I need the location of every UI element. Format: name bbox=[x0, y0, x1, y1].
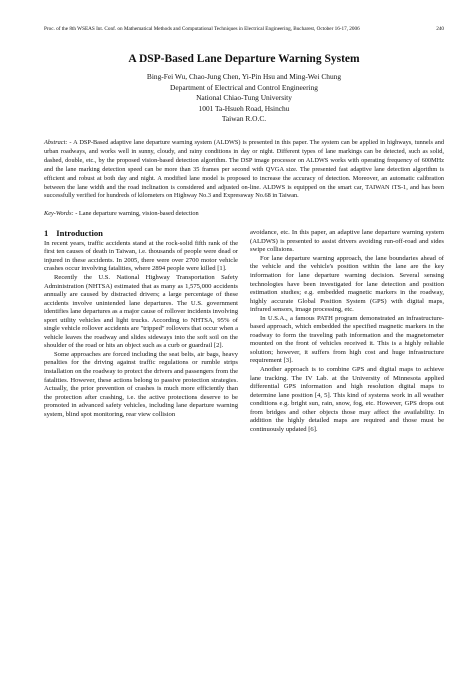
paper-title: A DSP-Based Lane Departure Warning System bbox=[128, 53, 360, 65]
author-names: Bing-Fei Wu, Chao-Jung Chen, Yi-Pin Hsu and Ming-Wei Chung bbox=[146, 72, 342, 81]
affiliation-university: National Chiao-Tung University bbox=[196, 93, 292, 103]
body-columns bbox=[44, 229, 444, 434]
conference-citation: Proc. of the 8th WSEAS Int. Conf. on Mathematical Methods and Computational Techniques in Electrical Engineering, Bucharest, October 16-17, 2006 bbox=[44, 26, 360, 32]
keywords-text: - Lane departure warning, vision-based detection bbox=[73, 210, 199, 218]
section-title: Introduction bbox=[56, 228, 103, 239]
abstract-label: Abstract: bbox=[44, 138, 68, 146]
paragraph: In U.S.A., a famous PATH program demonstrated an infrastructure-based approach, which embedded the specified magnetic markers in the roadway to form the traveling path information and the magnetometer mounted on the front of vehicles received it. This is a highly reliable solution; however, it suffers from high cost and huge infrastructure requirement [3]. bbox=[250, 314, 444, 365]
keywords-label: Key-Words: bbox=[44, 210, 74, 218]
page-number: 240 bbox=[436, 26, 444, 32]
paragraph: Recently the U.S. National Highway Transportation Safety Administration (NHTSA) estimated that as many as 1,575,000 accidents annually are caused by distracted drivers; a large percentage of these accidents involve unintended lane departures. The U.S. government identifies lane departures as a major cause of rollover incidents involving sport utility vehicles and light trucks. According to NHTSA, 95% of single vehicle rollover accidents are "tripped" rollovers that occur when a vehicle leaves the roadway and slides sideways into the soft soil on the shoulder of the road or hits an object such as a curb or guardrail [2]. bbox=[44, 273, 238, 350]
paragraph: For lane departure warning approach, the lane boundaries ahead of the vehicle and the vehicle's position within the lane are the key information for lane departure warning decision. Several sensing technologies have been investigated for lane detection and position estimation studies; e.g. embedded magnetic markers in the roadway, highly accurate Global Position System (GPS) with digital maps, infrared sensors, image processing, etc. bbox=[250, 254, 444, 314]
section-number: 1 bbox=[44, 228, 49, 239]
abstract bbox=[44, 139, 444, 201]
paragraph: Another approach is to combine GPS and digital maps to achieve lane tracking. The IV Lab. at the University of Minnesota applied differential GPS information and high resolution digital maps to determine lane position [4, 5]. This kind of systems work in all weather conditions e.g. bright sun, rain, snow, fog, etc. However, GPS drops out from bridges and other objects those may affect the availability. In addition the highly detailed maps are required and those must be continuously updated [6]. bbox=[250, 365, 444, 433]
paper-page bbox=[0, 26, 474, 696]
paragraph: avoidance, etc. In this paper, an adaptive lane departure warning system (ALDWS) is presented to assist drivers avoiding run-off-road and sides swipe collisions. bbox=[250, 229, 444, 254]
affiliation-country: Taiwan R.O.C. bbox=[221, 114, 267, 124]
author-block bbox=[44, 72, 444, 125]
right-column bbox=[250, 229, 444, 434]
paragraph: Some approaches are forced including the seat belts, air bags, heavy penalties for the driving against traffic regulations or rumble strips installation on the roadway to protect the drivers and passengers from the fatalities. However, these actions belong to passive protection strategies. Actually, the prior prevention of crashes is much more efficiently than the protection after crashing, i.e. the active protections deserve to be promoted in advanced safety vehicles, including lane departure warning system, blind spot monitoring, rear view collision bbox=[44, 350, 238, 418]
affiliation-department: Department of Electrical and Control Engineering bbox=[170, 82, 318, 92]
paragraph: In recent years, traffic accidents stand at the rock-solid fifth rank of the first ten causes of death in Taiwan, i.e. thousands of people were dead or injured in these accidents. In 2005, there were over 2700 motor vehicle crashes occur involving fatalities, where 2894 people were killed [1]. bbox=[44, 239, 238, 273]
running-head bbox=[44, 26, 444, 33]
section-heading bbox=[44, 229, 238, 238]
abstract-text: - A DSP-Based adaptive lane departure warning system (ALDWS) is presented in this paper. The system can be applied in highways, tunnels and urban roadways, and works well in sunny, cloudy, and rainy conditions in day or night. Different types of lane markings can be detected, such as solid, dashed, double, etc., by the proposed vision-based detection algorithm. The DSP image processor on ALDWS works with operating frequency of 600MHz and the lane marking detection speed can be more than 35 frames per second with QVGA size. The presented fast adaptive lane detection algorithm is efficient and robust at both day and night. A modified lane model is proposed to increase the accuracy of detection. Moreover, an automatic calibration between the lane width and the road inclination is considered and adjusted on-line. ALDWS is equipped on the smart car, TAIWAN iTS-1, and has been successfully verified for hundreds of kilometers on Highway No.3 and Expressway No.68 in Taiwan. bbox=[44, 138, 444, 200]
keywords bbox=[44, 210, 444, 219]
affiliation-address: 1001 Ta-Hsueh Road, Hsinchu bbox=[198, 103, 290, 113]
left-column bbox=[44, 229, 238, 434]
